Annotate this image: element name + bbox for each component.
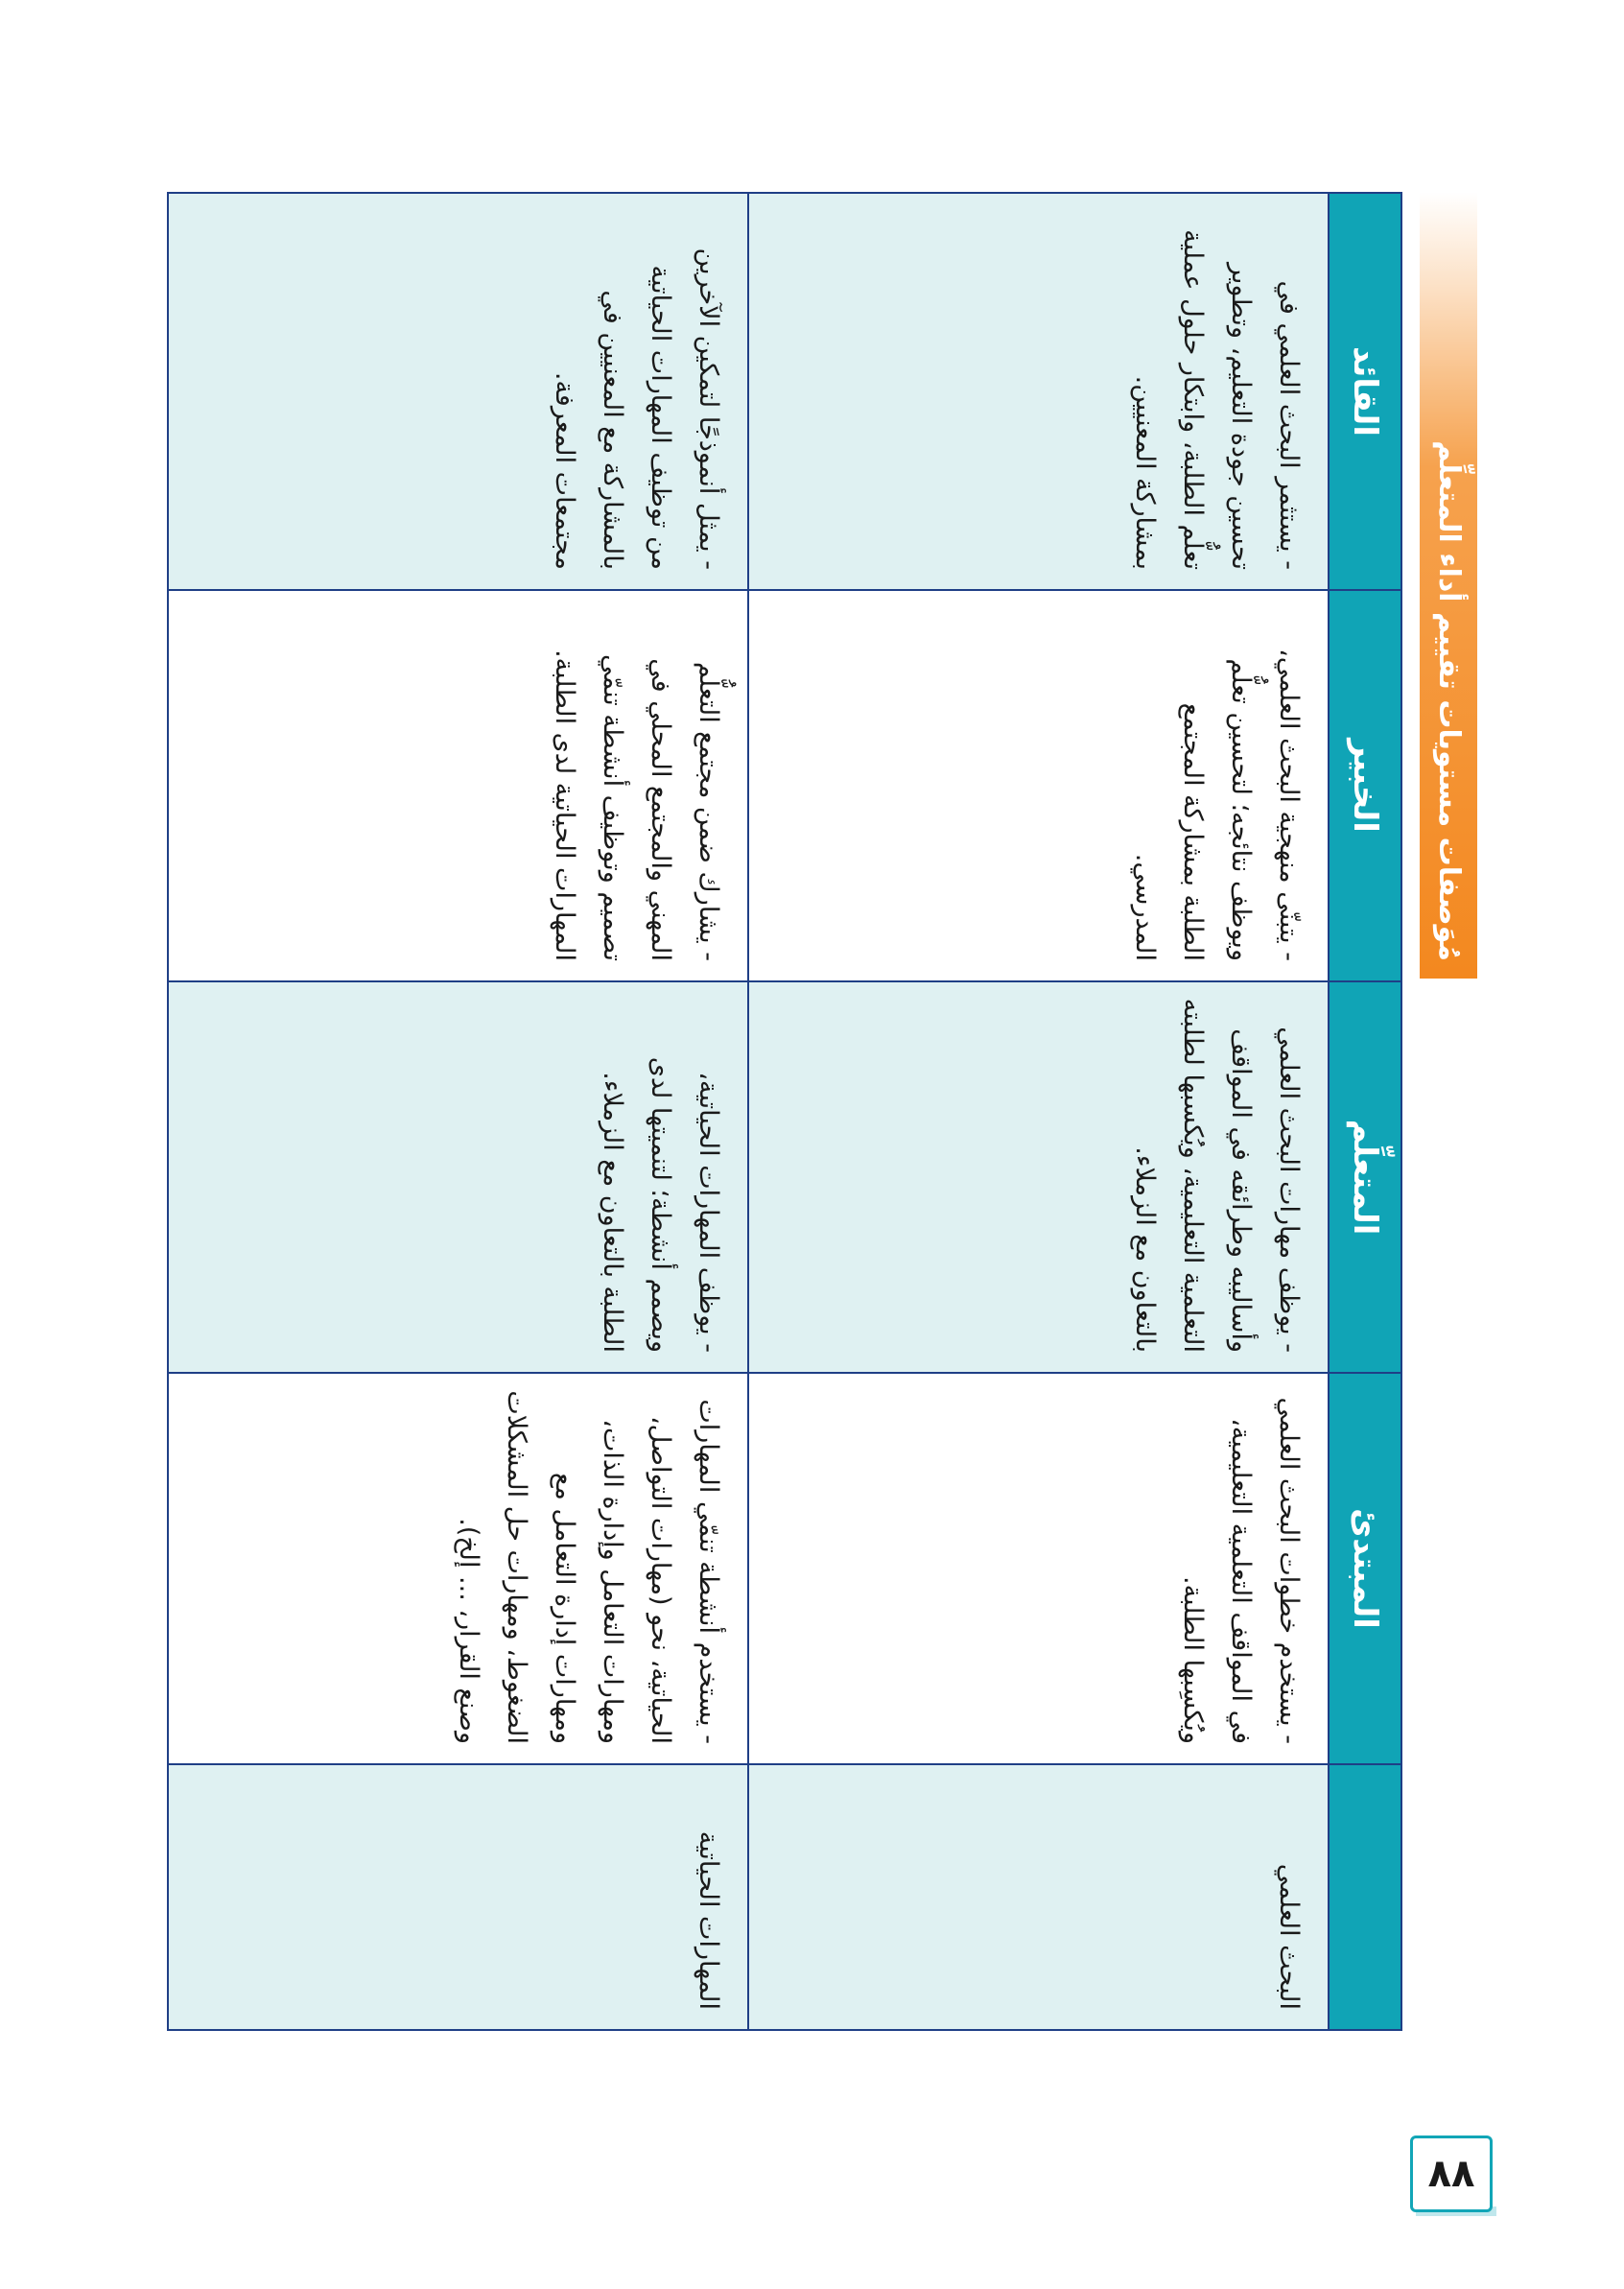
- cell-beginner: - يستخدم أنشطة تنمّي المهارات الحياتية، نحو (مهارات التواصل، ومهارات التعامل وإدارة الذات، ومهارات إدارة التعامل مع الضغوط، ومهارات حل المشكلات وصنع القرار، ... إلخ).: [168, 1373, 748, 1764]
- header-criteria: [1329, 1764, 1401, 2030]
- cell-beginner: - يستخدم خطوات البحث العلمي في المواقف التعلمية التعليمية، ويُكسِبها الطلبة.: [748, 1373, 1329, 1764]
- page-number: ٨٨: [1427, 2152, 1475, 2196]
- page-title: مُوَصفات مستويات تقييم أداء المتعلِّم: [1432, 440, 1466, 961]
- cell-learner: - يوظف المهارات الحياتية، ويصمم أنشطة؛ لتنميتها لدى الطلبة بالتعاون مع الزملاء.: [168, 981, 748, 1373]
- cell-learner: - يوظف مهارات البحث العلمي وأساليبه وطرائقه في المواقف التعلمية التعليمية، ويُكسبها لطلبته بالتعاون مع الزملاء.: [748, 981, 1329, 1373]
- table-row: [168, 193, 748, 2030]
- cell-expert: - يتبنّى منهجية البحث العلمي، ويوظف نتائجه؛ لتحسين تعلُّم الطلبة بمشاركة المجتمع المدرسي.: [748, 590, 1329, 981]
- header-row: [1329, 193, 1401, 2030]
- row-label: البحث العلمي: [748, 1764, 1329, 2030]
- cell-expert: - يشارك ضمن مجتمع التعلُّم المهني والمجتمع المحلي في تصميم وتوظيف أنشطة تنمّي المهارات الحياتية لدى الطلبة.: [168, 590, 748, 981]
- cell-leader: - يستثمر البحث العلمي في تحسين جودة التعليم، وتطوير تعلُّم الطلبة، وابتكار حلول عملية بمشاركة المعنيين.: [748, 193, 1329, 590]
- table-row: [748, 193, 1329, 2030]
- header-expert: الخبير: [1329, 590, 1401, 981]
- assessment-rubric-table: [167, 192, 1402, 2031]
- cell-leader: - يمثل أنموذجًا لتمكين الآخرين من توظيف المهارات الحياتية بالمشاركة مع المعنيين في مجتمعات المعرفة.: [168, 193, 748, 590]
- row-label: المهارات الحياتية: [168, 1764, 748, 2030]
- header-learner: المتعلِّم: [1329, 981, 1401, 1373]
- header-leader: القائد: [1329, 193, 1401, 590]
- header-beginner: المبتدئ: [1329, 1373, 1401, 1764]
- page-title-banner: [1420, 192, 1477, 979]
- page-number-badge: [1410, 2136, 1493, 2212]
- rotated-page: [173, 192, 1477, 2029]
